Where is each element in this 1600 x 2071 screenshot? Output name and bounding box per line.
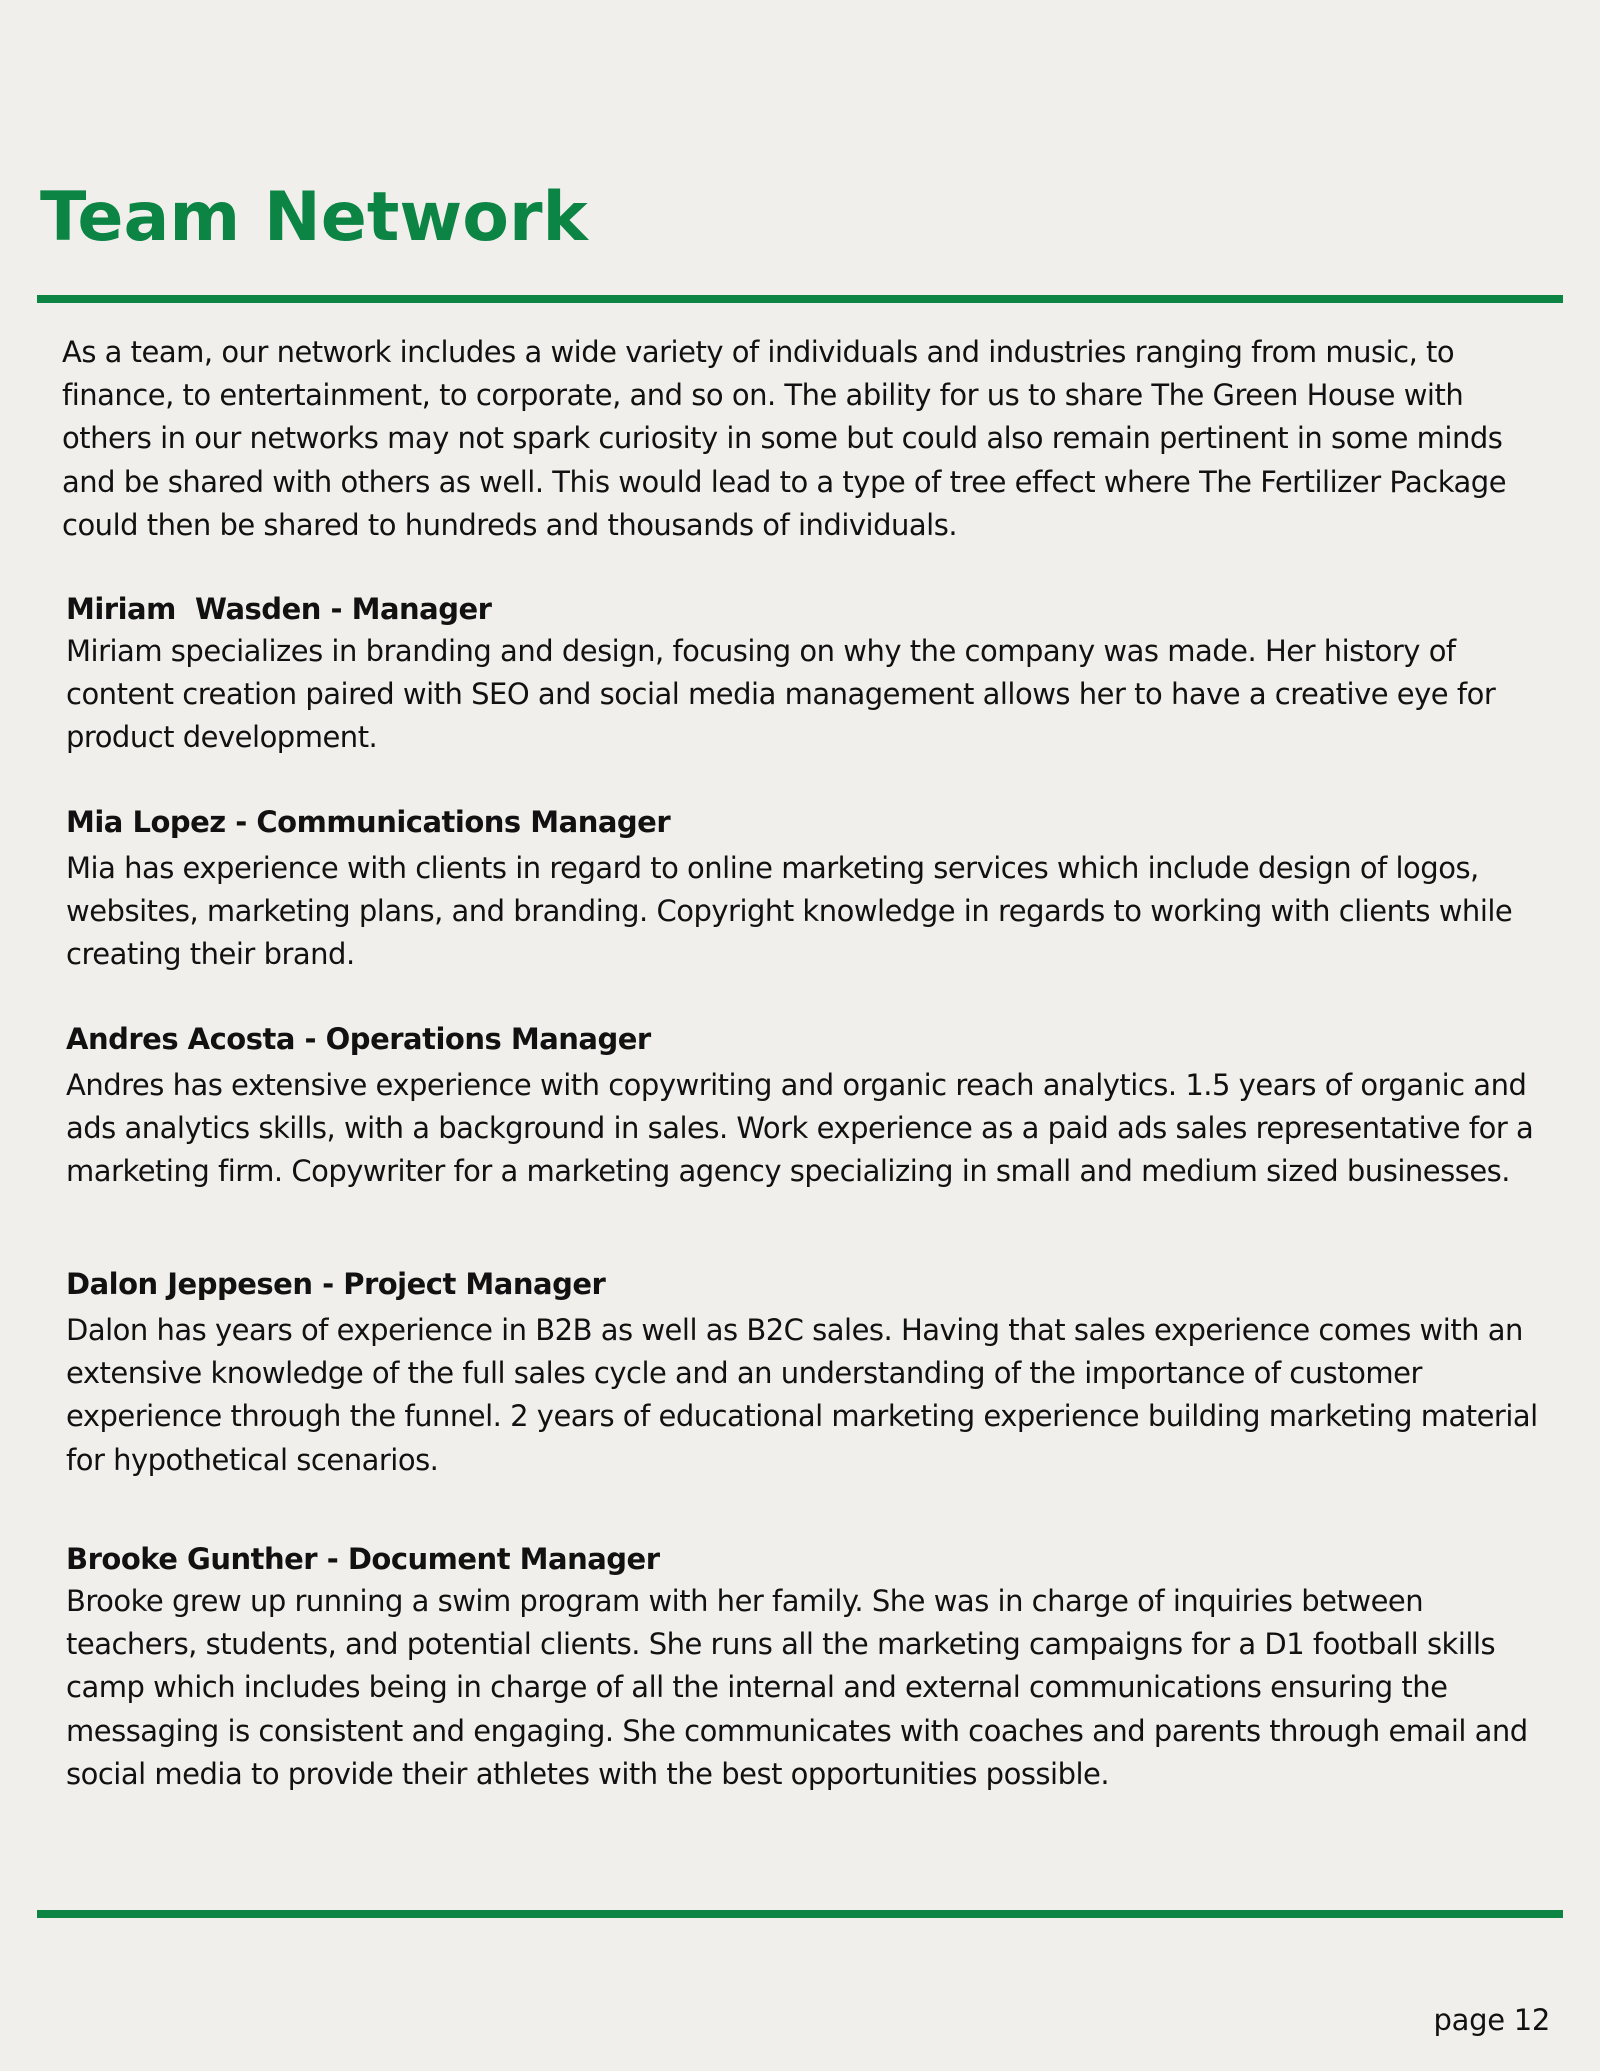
member-name: Dalon Jeppesen - Project Manager	[66, 1267, 606, 1301]
member-bio: Andres has extensive experience with copywriting and organic reach analytics. 1.5 years of organic and ads analytics skills, with a background in sales. Work experience as a paid ads sales representative for a marketing firm. Copywriter for a marketing agency specializing in small and medium sized businesses.	[66, 1068, 1534, 1189]
member-bio: Miriam specializes in branding and design, focusing on why the company was made. Her history of content creation paired with SEO and social media management allows her to have a creative eye for product development.	[66, 634, 1496, 755]
member-name: Miriam Wasden - Manager	[66, 592, 492, 626]
member-dalon-jeppesen	[66, 1263, 1556, 1482]
top-divider	[37, 295, 1563, 303]
member-name: Mia Lopez - Communications Manager	[66, 805, 671, 839]
member-brooke-gunther	[66, 1538, 1556, 1796]
member-andres-acosta	[66, 1018, 1556, 1194]
page-number: page 12	[1433, 2003, 1550, 2037]
member-bio: Dalon has years of experience in B2B as well as B2C sales. Having that sales experience comes with an extensive knowledge of the full sales cycle and an understanding of the importance of customer experience through the funnel. 2 years of educational marketing experience building marketing material for hypothetical scenarios.	[66, 1313, 1538, 1477]
member-bio: Brooke grew up running a swim program with her family. She was in charge of inquiries between teachers, students, and potential clients. She runs all the marketing campaigns for a D1 football skills camp which includes being in charge of all the internal and external communications ensuring the messaging is consistent and engaging. She communicates with coaches and parents through email and social media to provide their athletes with the best opportunities possible.	[66, 1584, 1528, 1791]
member-name: Andres Acosta - Operations Manager	[66, 1022, 651, 1056]
bottom-divider	[37, 1910, 1563, 1918]
member-miriam-wasden	[66, 588, 1556, 760]
intro-paragraph: As a team, our network includes a wide variety of individuals and industries ranging from music, to finance, to entertainment, to corporate, and so on. The ability for us to share The Green House with others in our networks may not spark curiosity in some but could also remain pertinent in some minds and be shared with others as well. This would lead to a type of tree effect where The Fertilizer Package could then be shared to hundreds and thousands of individuals.	[62, 335, 1507, 542]
page-title: Team Network	[40, 178, 588, 257]
member-name: Brooke Gunther - Document Manager	[66, 1542, 660, 1576]
member-bio: Mia has experience with clients in regard to online marketing services which include design of logos, websites, marketing plans, and branding. Copyright knowledge in regards to working with clients while creating their brand.	[66, 851, 1513, 972]
member-mia-lopez	[66, 801, 1556, 977]
